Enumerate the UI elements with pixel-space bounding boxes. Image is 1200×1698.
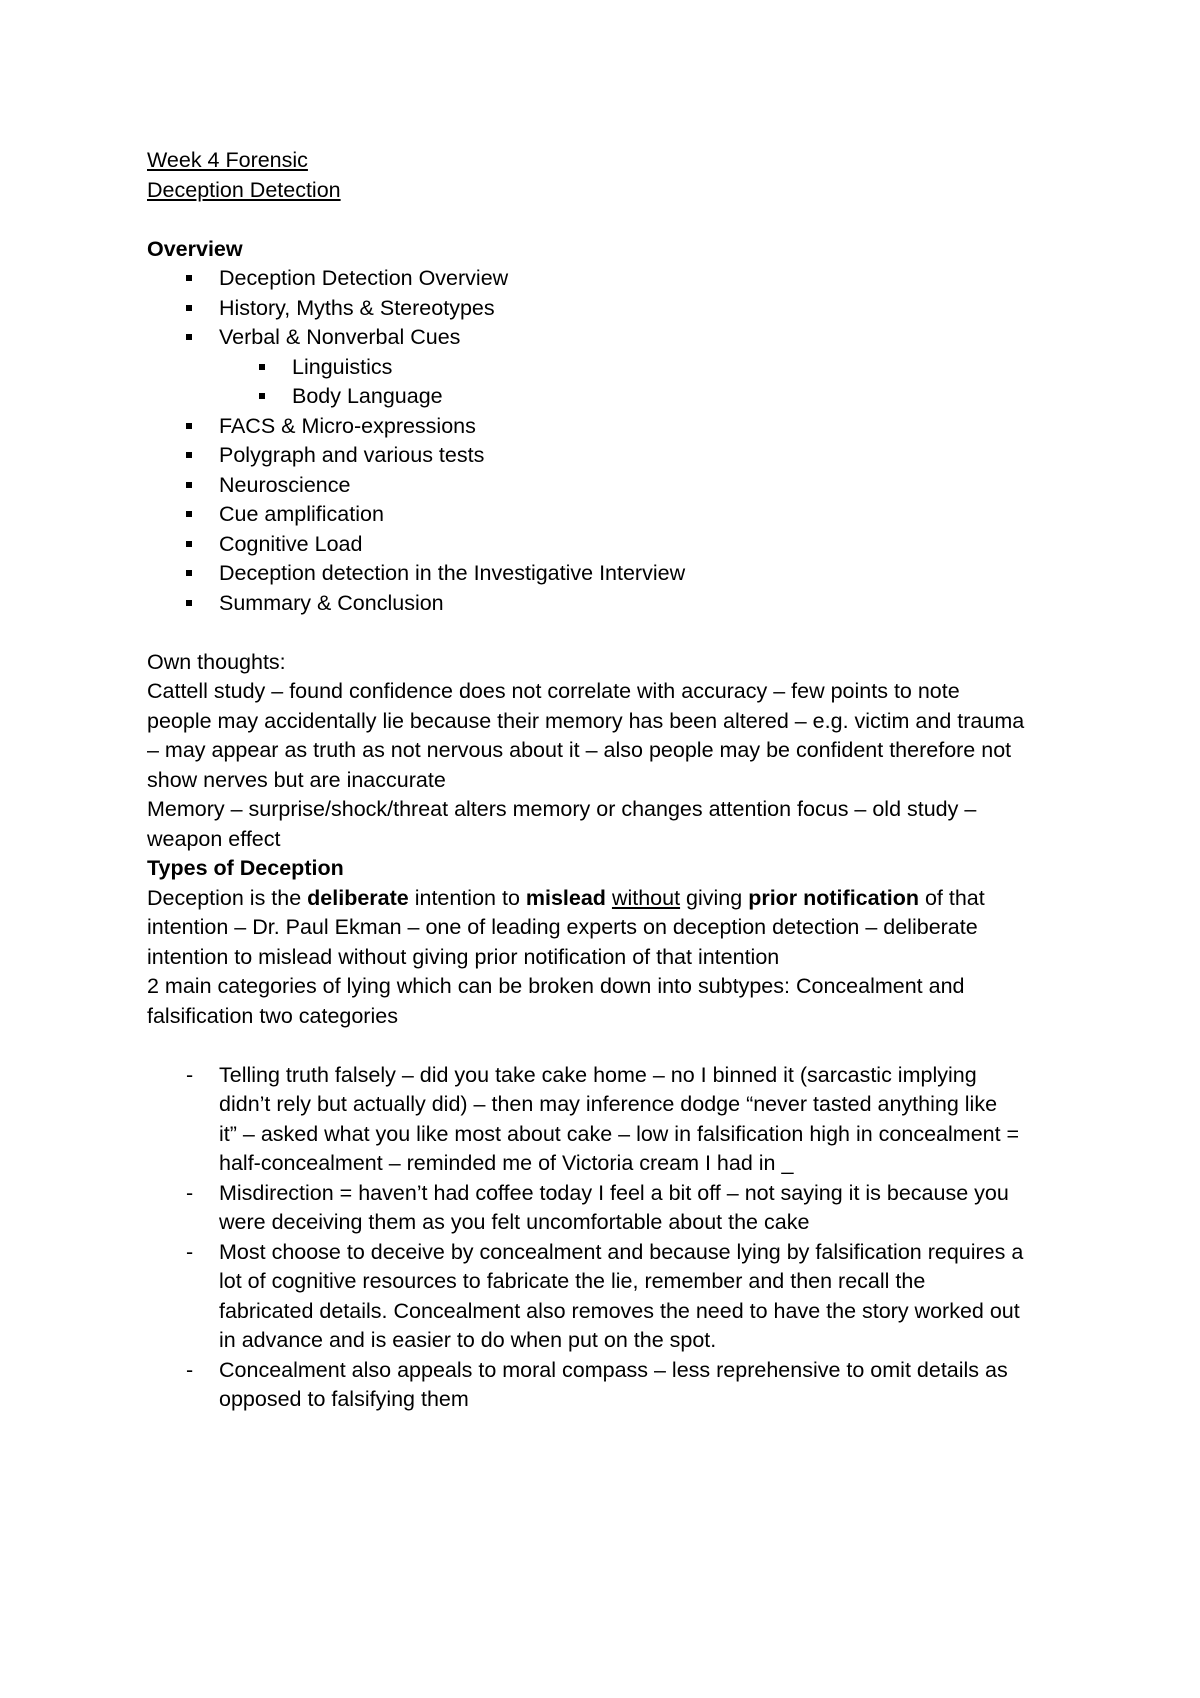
list-item: Verbal & Nonverbal Cues	[147, 323, 1067, 353]
spacer	[147, 618, 1067, 648]
types-line: intention – Dr. Paul Ekman – one of leading experts on deception detection – deliberate	[147, 915, 978, 939]
dash-list-item: - Misdirection = haven’t had coffee today I feel a bit off – not saying it is because you were deceiving them as you felt uncomfortable about the cake	[186, 1180, 1009, 1234]
list-item: Cognitive Load	[147, 530, 1067, 560]
thoughts-line: people may accidentally lie because their memory has been altered – e.g. victim and trauma	[147, 708, 1025, 733]
dash-list	[147, 1061, 1067, 1415]
square-bullet-icon	[186, 275, 192, 281]
dash-list-item: - Telling truth falsely – did you take cake home – no I binned it (sarcastic implying didn’t rely but actually did) – then may inference dodge “never tasted anything like it” – asked what you like most about cake – low in falsification high in concealment = half-concealment – reminded me of Victoria cream I had in _	[186, 1062, 1020, 1175]
dash-marker: -	[186, 1062, 194, 1087]
spacer	[147, 1031, 1067, 1061]
dash-marker: -	[186, 1239, 194, 1264]
thoughts-line: weapon effect	[147, 826, 281, 851]
list-item: FACS & Micro-expressions	[147, 412, 1067, 442]
types-line: falsification two categories	[147, 1003, 398, 1028]
deception-definition: Deception is the deliberate intention to mislead without giving prior notification of that	[147, 885, 985, 910]
thoughts-line: – may appear as truth as not nervous about it – also people may be confident therefore not	[147, 738, 1012, 762]
list-item: Summary & Conclusion	[147, 589, 1067, 619]
square-bullet-icon	[186, 305, 192, 311]
square-bullet-icon	[186, 423, 192, 429]
thoughts-label: Own thoughts:	[147, 649, 286, 674]
thoughts-line: Memory – surprise/shock/threat alters memory or changes attention focus – old study –	[147, 797, 977, 821]
spacer	[147, 205, 1067, 235]
square-bullet-icon	[186, 570, 192, 576]
list-subitem: Body Language	[147, 382, 1067, 412]
dash-list-item: - Concealment also appeals to moral compass – less reprehensive to omit details as opposed to falsifying them	[186, 1357, 1008, 1411]
square-bullet-icon	[186, 600, 192, 606]
list-item: Cue amplification	[147, 500, 1067, 530]
types-line: 2 main categories of lying which can be broken down into subtypes: Concealment and	[147, 974, 965, 998]
document-subtitle: Deception Detection	[147, 177, 341, 202]
list-item: Neuroscience	[147, 471, 1067, 501]
list-item: Deception Detection Overview	[147, 264, 1067, 294]
square-bullet-icon	[186, 541, 192, 547]
thoughts-line: show nerves but are inaccurate	[147, 767, 446, 792]
overview-heading: Overview	[147, 236, 243, 261]
list-item: History, Myths & Stereotypes	[147, 294, 1067, 324]
square-bullet-icon	[186, 334, 192, 340]
list-subitem: Linguistics	[147, 353, 1067, 383]
types-heading: Types of Deception	[147, 856, 344, 880]
thoughts-line: Cattell study – found confidence does not correlate with accuracy – few points to note	[147, 679, 960, 703]
dash-marker: -	[186, 1180, 194, 1205]
square-bullet-icon	[186, 511, 192, 517]
overview-list	[147, 264, 1067, 618]
square-bullet-icon	[186, 452, 192, 458]
square-bullet-icon	[259, 364, 265, 370]
list-item: Polygraph and various tests	[147, 441, 1067, 471]
list-item: Deception detection in the Investigative Interview	[147, 559, 1067, 589]
document-title: Week 4 Forensic	[147, 148, 308, 172]
document-page	[147, 146, 1067, 1415]
square-bullet-icon	[259, 393, 265, 399]
types-line: intention to mislead without giving prior notification of that intention	[147, 944, 780, 969]
dash-list-item: - Most choose to deceive by concealment and because lying by falsification requires a lot of cognitive resources to fabricate the lie, remember and then recall the fabricated details. Concealment also removes the need to have the story worked out in advance and is easier to do when put on the spot.	[186, 1239, 1024, 1352]
dash-marker: -	[186, 1357, 194, 1382]
square-bullet-icon	[186, 482, 192, 488]
